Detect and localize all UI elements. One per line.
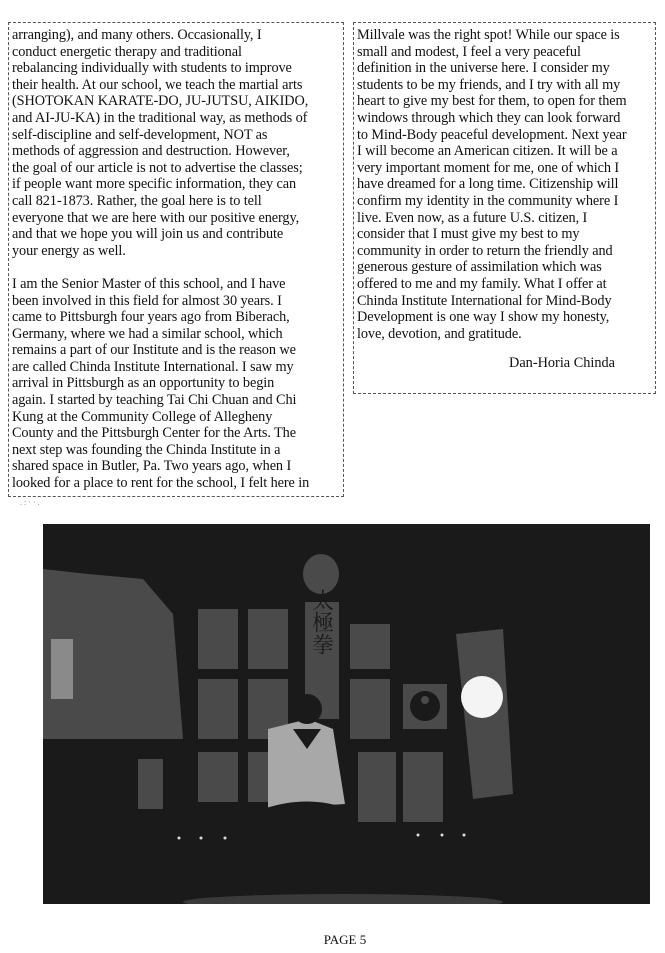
person-head — [292, 694, 322, 724]
text-line: methods of aggression and destruction. However, — [12, 143, 290, 160]
text-line: Development is one way I show my honesty, — [357, 309, 610, 326]
text-line: offered to me and my family. What I offer at — [357, 275, 607, 292]
text-line: and AI-JU-KA) in the traditional way, as methods of — [12, 109, 308, 126]
text-line: I will become an American citizen. It will be a — [357, 143, 618, 160]
text-line: Germany, where we had a similar school, which — [12, 325, 283, 342]
text-line: to Mind-Body peaceful development. Next year — [357, 126, 627, 143]
text-line: self-discipline and self-development, NOT as — [12, 126, 268, 143]
yin-yang-icon — [410, 691, 440, 721]
text-line: very important moment for me, one of which I — [357, 159, 620, 176]
text-line: definition in the universe here. I consider my — [357, 60, 610, 77]
text-line: windows through which they can look forward — [357, 109, 621, 126]
author-signature: Dan-Horia Chinda — [509, 355, 616, 371]
text-line: again. I started by teaching Tai Chi Chuan and Chi — [12, 392, 297, 409]
paragraph — [12, 27, 343, 259]
dojo-photo — [43, 524, 650, 904]
text-line: conduct energetic therapy and traditional — [12, 43, 242, 60]
text-line: their health. At our school, we teach the martial arts — [12, 76, 303, 93]
text-line: (SHOTOKAN KARATE-DO, JU-JUTSU, AIKIDO, — [12, 93, 309, 110]
text-line: next step was founding the Chinda Institute in a — [12, 441, 281, 458]
text-line: heart to give my best for them, to open for them — [357, 93, 627, 110]
text-line: looked for a place to rent for the school, I felt here in — [12, 475, 310, 492]
text-line: your energy as well. — [12, 242, 126, 259]
window-glow — [51, 639, 73, 699]
left-text-column — [8, 22, 344, 497]
text-line: and that we hope you will join us and contribute — [12, 226, 284, 243]
text-line: everyone that we are here with our positive energy, — [12, 209, 300, 226]
paragraph — [12, 276, 343, 492]
text-line: I am the Senior Master of this school, and I have — [12, 275, 286, 292]
text-line: are called Chinda Institute International. I saw my — [12, 358, 294, 375]
text-line: County and the Pittsburgh Center for the Arts. The — [12, 425, 296, 442]
text-line: remains a part of our Institute and is the reason we — [12, 342, 296, 359]
text-line: love, devotion, and gratitude. — [357, 325, 522, 342]
text-line: confirm my identity in the community where I — [357, 192, 619, 209]
hakama — [263, 802, 348, 830]
text-line: the goal of our article is not to advertise the classes; — [12, 159, 303, 176]
text-line: students to be my friends, and I try with all my — [357, 76, 621, 93]
text-line: community in order to return the friendly and — [357, 242, 613, 259]
text-line: consider that I must give my best to my — [357, 226, 580, 243]
text-line: Kung at the Community College of Allegheny — [12, 408, 273, 425]
right-text-column — [353, 22, 656, 394]
page-number: PAGE 5 — [323, 932, 367, 947]
text-line: arranging), and many others. Occasionally, I — [12, 27, 262, 43]
lamp-light — [461, 676, 503, 718]
text-line: came to Pittsburgh four years ago from Biberach, — [12, 309, 290, 326]
text-line: generous gesture of assimilation which was — [357, 259, 602, 276]
text-line: been involved in this field for almost 30 years. I — [12, 292, 282, 309]
scroll-calligraphy: 太極拳 — [309, 589, 335, 655]
scan-noise: . : · · . — [20, 498, 40, 507]
text-line: Chinda Institute International for Mind-Body — [357, 292, 612, 309]
text-line: arrival in Pittsburgh as an opportunity to begin — [12, 375, 275, 392]
text-line: Millvale was the right spot! While our space is — [357, 27, 620, 43]
text-line: live. Even now, as a future U.S. citizen, I — [357, 209, 588, 226]
text-line: if people want more specific information, they can — [12, 176, 297, 193]
text-line: rebalancing individually with students to improve — [12, 60, 292, 77]
text-line: small and modest, I feel a very peaceful — [357, 43, 581, 60]
text-line: call 821-1873. Rather, the goal here is to tell — [12, 192, 262, 209]
text-line: shared space in Butler, Pa. Two years ago, when I — [12, 458, 292, 475]
paragraph — [357, 27, 655, 342]
text-line: have dreamed for a long time. Citizenship will — [357, 176, 619, 193]
